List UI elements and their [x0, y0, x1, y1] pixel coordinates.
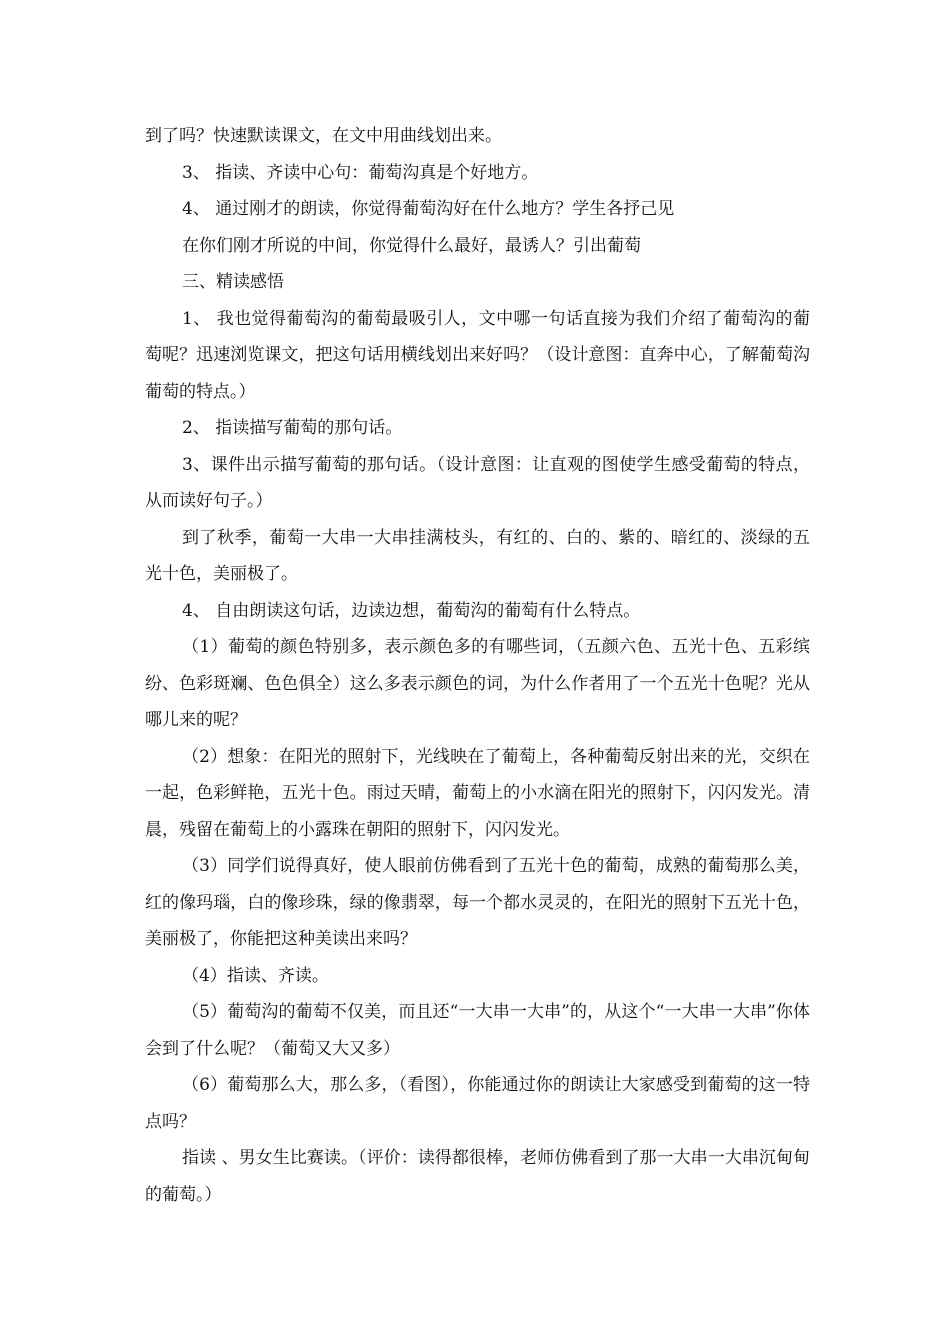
section-heading: 三、精读感悟 [182, 272, 284, 292]
paragraph: （2）想象：在阳光的照射下，光线映在了葡萄上，各种葡萄反射出来的光，交织在一起，色彩鲜艳，五光十色。雨过天晴，葡萄上的小水滴在阳光的照射下，闪闪发光。清晨，残留在葡萄上的小露珠在朝阳的照射下，闪闪发光。 [145, 746, 810, 840]
paragraph: 4、 自由朗读这句话，边读边想，葡萄沟的葡萄有什么特点。 [182, 600, 641, 621]
paragraph: 到了吗？快速默读课文，在文中用曲线划出来。 [145, 126, 502, 146]
paragraph: （1）葡萄的颜色特别多，表示颜色多的有哪些词，（五颜六色、五光十色、五彩缤纷、色彩斑斓、色色俱全）这么多表示颜色的词，为什么作者用了一个五光十色呢？光从哪儿来的呢？ [145, 637, 810, 730]
paragraph: （5）葡萄沟的葡萄不仅美，而且还“一大串一大串”的，从这个“一大串一大串”你体会到了什么呢？（葡萄又大又多） [145, 1002, 810, 1059]
paragraph: 指读 、男女生比赛读。（评价：读得都很棒，老师仿佛看到了那一大串一大串沉甸甸的葡萄。） [145, 1148, 810, 1205]
paragraph: 在你们刚才所说的中间，你觉得什么最好，最诱人？引出葡萄 [182, 235, 641, 256]
quoted-passage: 到了秋季，葡萄一大串一大串挂满枝头，有红的、白的、紫的、暗红的、淡绿的五光十色，美丽极了。 [145, 527, 810, 584]
paragraph: 3、 指读、齐读中心句：葡萄沟真是个好地方。 [182, 162, 539, 183]
paragraph: 2、 指读描写葡萄的那句话。 [182, 418, 403, 438]
paragraph: 1、 我也觉得葡萄沟的葡萄最吸引人，文中哪一句话直接为我们介绍了葡萄沟的葡萄呢？迅速浏览课文，把这句话用横线划出来好吗？（设计意图：直奔中心，了解葡萄沟葡萄的特点。） [145, 308, 810, 402]
paragraph: （3）同学们说得真好，使人眼前仿佛看到了五光十色的葡萄，成熟的葡萄那么美，红的像玛瑙，白的像珍珠，绿的像翡翠，每一个都水灵灵的，在阳光的照射下五光十色，美丽极了，你能把这种美读出来吗？ [145, 856, 810, 949]
paragraph: （6）葡萄那么大，那么多，（看图），你能通过你的朗读让大家感受到葡萄的这一特点吗？ [145, 1075, 810, 1132]
document-body [145, 118, 810, 1213]
paragraph: （4）指读、齐读。 [182, 965, 329, 986]
paragraph: 3、课件出示描写葡萄的那句话。（设计意图：让直观的图使学生感受葡萄的特点，从而读好句子。） [145, 454, 810, 511]
paragraph: 4、 通过刚才的朗读，你觉得葡萄沟好在什么地方？学生各抒己见 [182, 199, 675, 219]
